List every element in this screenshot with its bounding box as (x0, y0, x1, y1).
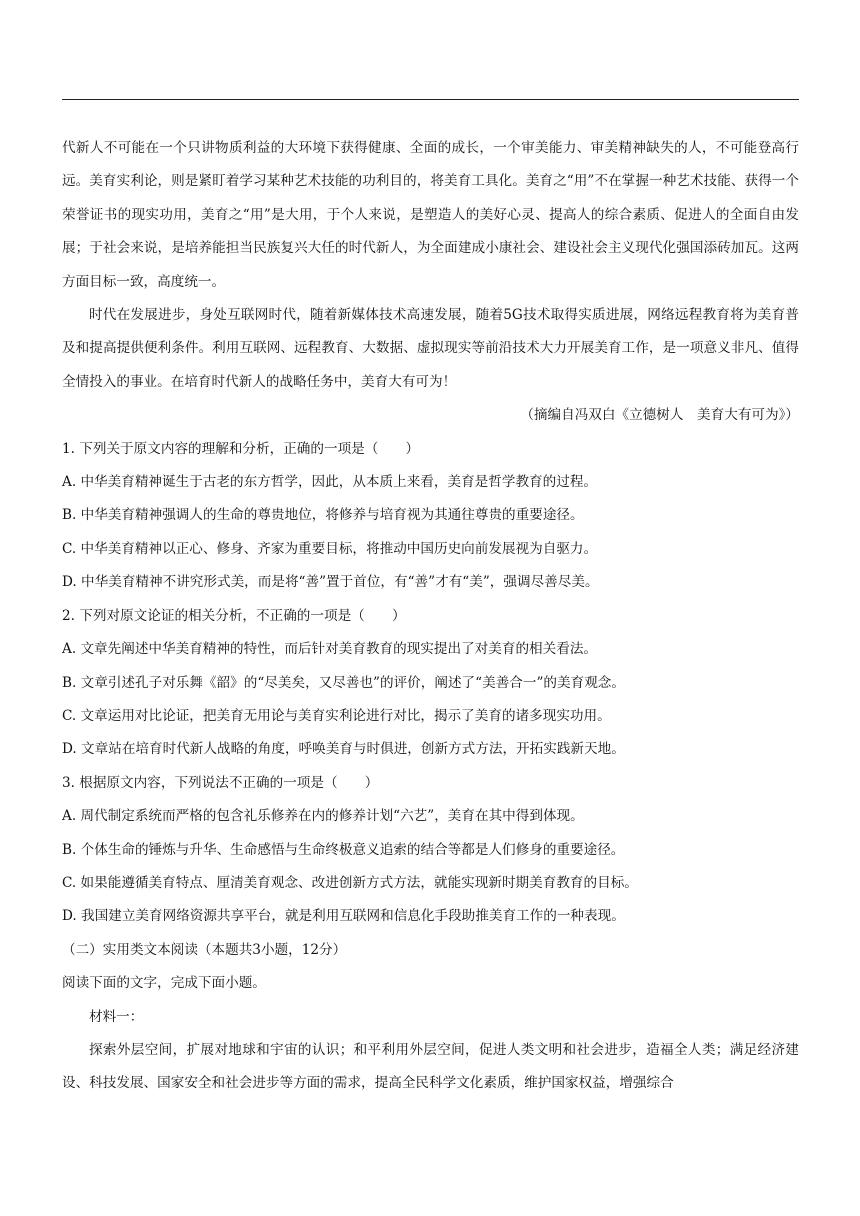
option-d: D. 我国建立美育网络资源共享平台，就是利用互联网和信息化手段助推美育工作的一种表现。 (62, 908, 625, 925)
question-stem: 2. 下列对原文论证的相关分析，不正确的一项是（ ） (62, 607, 406, 624)
option-c: C. 文章运用对比论证，把美育无用论与美育实利论进行对比，揭示了美育的诸多现实功用。 (62, 707, 611, 724)
option-c: C. 如果能遵循美育特点、厘清美育观念、改进创新方式方法，就能实现新时期美育教育的目标。 (62, 874, 638, 891)
option-b: B. 文章引述孔子对乐舞《韶》的“尽美矣，又尽善也”的评价，阐述了“美善合一”的美育观念。 (62, 674, 625, 691)
option-b: B. 个体生命的锤炼与升华、生命感悟与生命终极意义追索的结合等都是人们修身的重要途径。 (62, 841, 625, 858)
option-d: D. 中华美育精神不讲究形式美，而是将“善”置于首位，有“善”才有“美”，强调尽善尽美。 (62, 574, 599, 591)
document-body (62, 132, 799, 1101)
option-b: B. 中华美育精神强调人的生命的尊贵地位，将修养与培育视为其通往尊贵的重要途径。 (62, 507, 584, 524)
option-a: A. 文章先阐述中华美育精神的特性，而后针对美育教育的现实提出了对美育的相关看法。 (62, 641, 598, 658)
question-stem: 1. 下列关于原文内容的理解和分析，正确的一项是（ ） (62, 440, 420, 457)
passage-source: （摘编自冯双白《立德树人 美育大有可为》） (520, 407, 799, 424)
question-1 (62, 433, 799, 600)
section-heading: （二）实用类文本阅读（本题共3小题，12分） (62, 941, 347, 958)
question-3 (62, 767, 799, 934)
header-rule (62, 99, 799, 100)
passage-paragraph-2: 时代在发展进步，身处互联网时代，随着新媒体技术高速发展，随着5G技术取得实质进展，网络远程教育将为美育普及和提高提供便利条件。利用互联网、远程教育、大数据、虚拟现实等前沿技术大力开展美育工作，是一项意义非凡、值得全情投入的事业。在培育时代新人的战略任务中，美育大有可为！ (62, 307, 799, 390)
option-c: C. 中华美育精神以正心、修身、齐家为重要目标，将推动中国历史向前发展视为自驱力。 (62, 540, 598, 557)
question-2 (62, 600, 799, 767)
material-label: 材料一： (89, 1008, 144, 1025)
question-stem: 3. 根据原文内容，下列说法不正确的一项是（ ） (62, 774, 379, 791)
option-a: A. 周代制定系统而严格的包含礼乐修养在内的修养计划“六艺”，美育在其中得到体现。 (62, 808, 584, 825)
material-text: 探索外层空间，扩展对地球和宇宙的认识；和平利用外层空间，促进人类文明和社会进步，造福全人类；满足经济建设、科技发展、国家安全和社会进步等方面的需求，提高全民科学文化素质，维护国家权益，增强综合 (62, 1041, 799, 1092)
passage-paragraph-1: 代新人不可能在一个只讲物质利益的大环境下获得健康、全面的成长，一个审美能力、审美精神缺失的人，不可能登高行远。美育实利论，则是紧盯着学习某种艺术技能的功利目的，将美育工具化。美育之“用”不在掌握一种艺术技能、获得一个荣誉证书的现实功用，美育之“用”是大用，于个人来说，是塑造人的美好心灵、提高人的综合素质、促进人的全面自由发展；于社会来说，是培养能担当民族复兴大任的时代新人，为全面建成小康社会、建设社会主义现代化强国添砖加瓦。这两方面目标一致，高度统一。 (62, 140, 799, 290)
section-instruction: 阅读下面的文字，完成下面小题。 (62, 975, 266, 992)
option-a: A. 中华美育精神诞生于古老的东方哲学，因此，从本质上来看，美育是哲学教育的过程。 (62, 474, 598, 491)
option-d: D. 文章站在培育时代新人战略的角度，呼唤美育与时俱进，创新方式方法，开拓实践新天地。 (62, 741, 625, 758)
